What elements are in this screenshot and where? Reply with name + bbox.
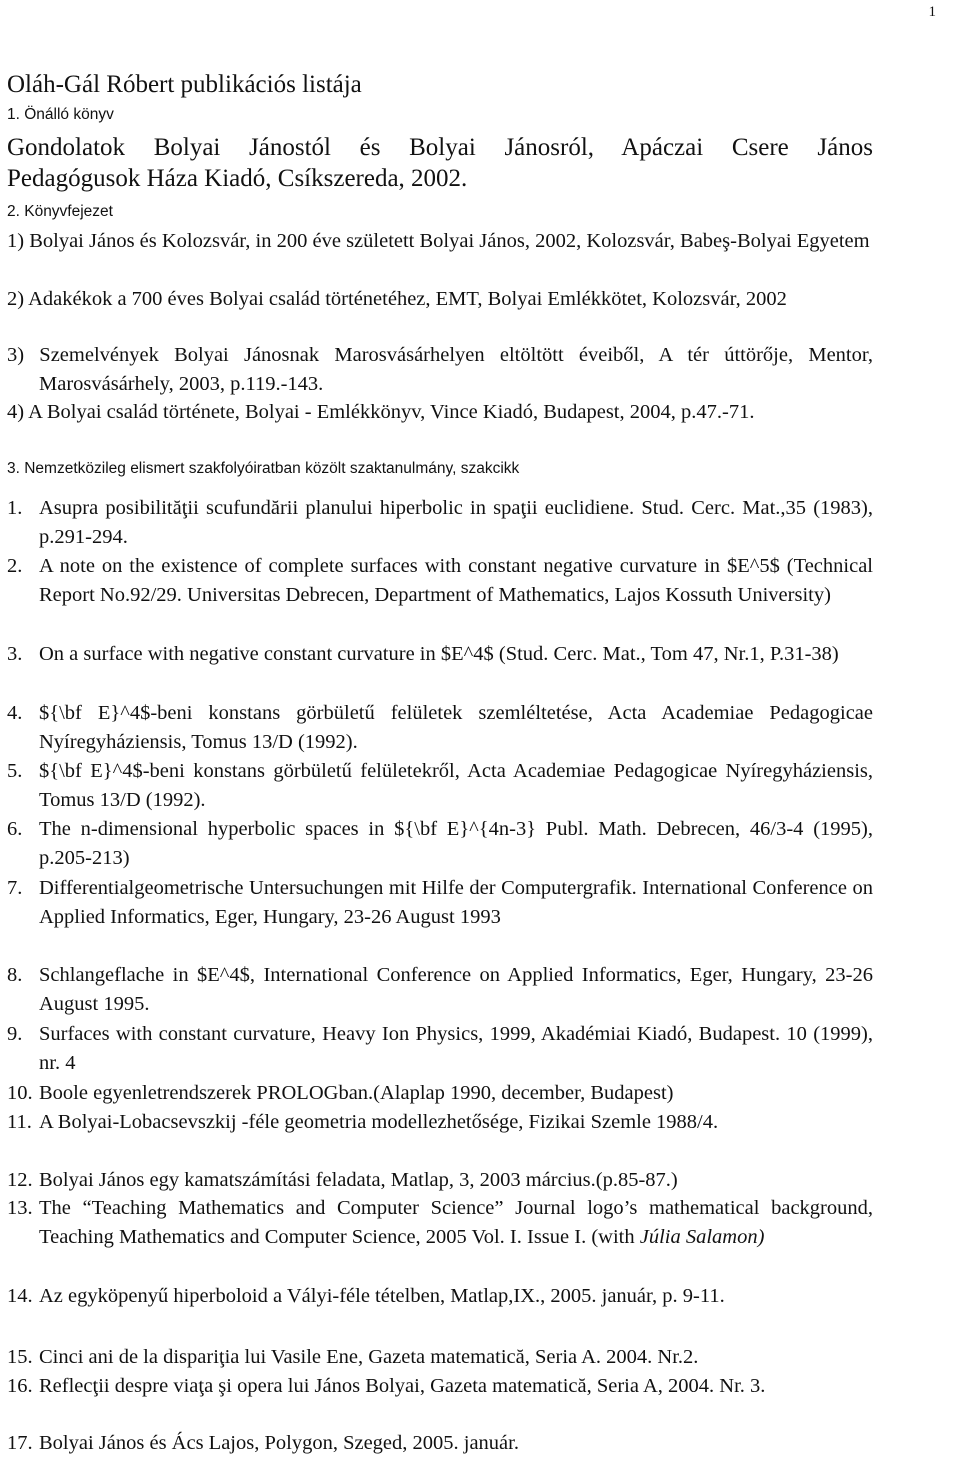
article-item (7, 1372, 873, 1401)
article-text: Bolyai János egy kamatszámítási feladata, Matlap, 3, 2003 március.(p.85-87.) (39, 1169, 678, 1191)
article-text: Reflecţii despre viaţa şi opera lui János Bolyai, Gazeta matematică, Seria A, 2004. Nr. 3. (39, 1375, 766, 1397)
section-heading-chapter: 2. Könyvfejezet (7, 203, 113, 220)
article-text: ${\bf E}^4$-beni konstans görbületű felületek szemléltetése, Acta Academiae Pedagogicae Nyíregyháziensis, Tomus 13/D (1992). (39, 702, 873, 753)
article-item (7, 757, 873, 815)
article-text: Bolyai János és Ács Lajos, Polygon, Szeged, 2005. január. (39, 1432, 519, 1454)
article-number: 9. (7, 1023, 23, 1045)
article-text: The n-dimensional hyperbolic spaces in ${\bf E}^{4n-3} Publ. Math. Debrecen, 46/3-4 (1995), p.205-213) (39, 818, 873, 869)
article-number: 12. (7, 1169, 33, 1191)
article-text: Asupra posibilităţii scufundării planului hiperbolic in spaţii euclidiene. Stud. Cerc. Mat.,35 (1983), p.291-294. (39, 497, 873, 548)
section-heading-book: 1. Önálló könyv (7, 106, 114, 123)
chapter-item: 1) Bolyai János és Kolozsvár, in 200 éve született Bolyai János, 2002, Kolozsvár, Babeş-Bolyai Egyetem (7, 230, 870, 252)
article-number: 10. (7, 1082, 33, 1104)
article-text: A note on the existence of complete surfaces with constant negative curvature in $E^5$ (Technical Report No.92/29. Universitas Debrecen, Department of Mathematics, Lajos Kossuth University) (39, 555, 873, 606)
chapter-item: 4) A Bolyai család története, Bolyai - Emlékkönyv, Vince Kiadó, Budapest, 2004, p.47.-71. (7, 401, 755, 423)
article-text: Surfaces with constant curvature, Heavy Ion Physics, 1999, Akadémiai Kiadó, Budapest. 10 (1999), nr. 4 (39, 1023, 873, 1074)
article-item (7, 1079, 873, 1108)
article-item (7, 1343, 873, 1372)
article-text: On a surface with negative constant curvature in $E^4$ (Stud. Cerc. Mat., Tom 47, Nr.1, P.31-38) (39, 643, 839, 665)
article-text: The “Teaching Mathematics and Computer Science” Journal logo’s mathematical background, Teaching Mathematics and Computer Science, 2005 Vol. I. Issue I. (with Júlia Salamon) (39, 1197, 873, 1248)
article-number: 2. (7, 555, 23, 577)
article-number: 5. (7, 760, 23, 782)
article-item (7, 815, 873, 873)
article-item (7, 1282, 873, 1311)
article-number: 16. (7, 1375, 33, 1397)
section-heading-journal: 3. Nemzetközileg elismert szakfolyóiratban közölt szaktanulmány, szakcikk (7, 460, 520, 477)
page-number: 1 (928, 4, 936, 20)
article-item (7, 961, 873, 1019)
article-number: 6. (7, 818, 23, 840)
article-item (7, 1429, 873, 1458)
article-item (7, 552, 873, 610)
article-item (7, 1020, 873, 1078)
article-number: 13. (7, 1197, 33, 1219)
article-number: 3. (7, 643, 23, 665)
document-title: Oláh-Gál Róbert publikációs listája (7, 71, 362, 98)
article-number: 15. (7, 1346, 33, 1368)
article-item (7, 640, 873, 669)
article-item (7, 699, 873, 757)
article-number: 14. (7, 1285, 33, 1307)
article-item (7, 1108, 873, 1137)
chapter-item: 3) Szemelvények Bolyai Jánosnak Marosvásárhelyen eltöltött éveiből, A tér úttörője, Mentor, Marosvásárhely, 2003, p.119.-143. (7, 344, 873, 395)
article-item (7, 1166, 873, 1195)
article-text: Cinci ani de la dispariţia lui Vasile Ene, Gazeta matematică, Seria A. 2004. Nr.2. (39, 1346, 699, 1368)
article-number: 4. (7, 702, 23, 724)
article-number: 7. (7, 877, 23, 899)
article-item (7, 494, 873, 552)
article-number: 11. (7, 1111, 32, 1133)
book-title: Gondolatok Bolyai Jánostól és Bolyai Jánosról, Apáczai Csere János (7, 134, 873, 161)
article-number: 17. (7, 1432, 33, 1454)
article-text: Schlangeflache in $E^4$, International Conference on Applied Informatics, Eger, Hungary, 23-26 August 1995. (39, 964, 873, 1015)
article-text: A Bolyai-Lobacsevszkij -féle geometria modellezhetősége, Fizikai Szemle 1988/4. (39, 1111, 719, 1133)
article-text: Differentialgeometrische Untersuchungen mit Hilfe der Computergrafik. International Conference on Applied Informatics, Eger, Hungary, 23-26 August 1993 (39, 877, 873, 928)
chapter-item: 2) Adakékok a 700 éves Bolyai család történetéhez, EMT, Bolyai Emlékkötet, Kolozsvár, 2002 (7, 288, 787, 310)
article-text: Az egyköpenyű hiperboloid a Vályi-féle tételben, Matlap,IX., 2005. január, p. 9-11. (39, 1285, 725, 1307)
article-item (7, 1194, 873, 1252)
article-number: 8. (7, 964, 23, 986)
article-number: 1. (7, 497, 23, 519)
book-publisher: Pedagógusok Háza Kiadó, Csíkszereda, 2002. (7, 165, 468, 192)
article-text: Boole egyenletrendszerek PROLOGban.(Alaplap 1990, december, Budapest) (39, 1082, 674, 1104)
article-text: ${\bf E}^4$-beni konstans görbületű felületekről, Acta Academiae Pedagogicae Nyíregyháziensis, Tomus 13/D (1992). (39, 760, 873, 811)
article-item (7, 874, 873, 932)
